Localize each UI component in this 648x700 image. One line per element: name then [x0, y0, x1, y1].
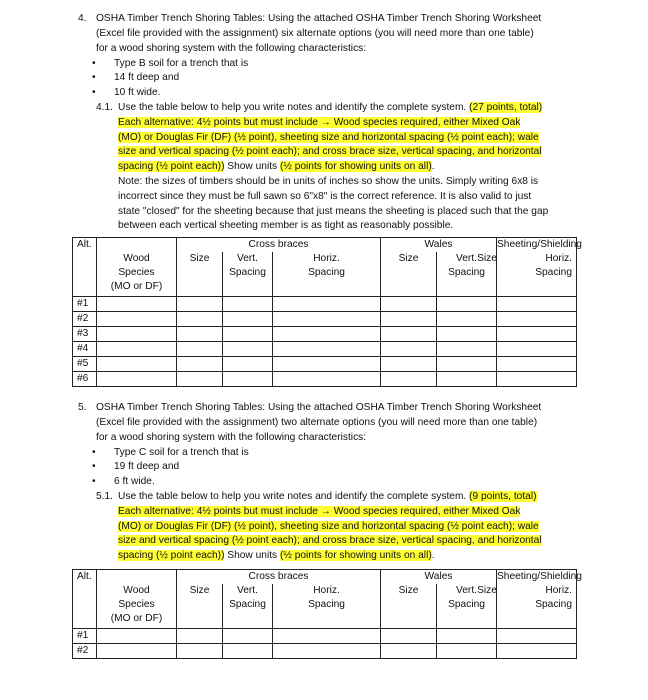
- q5-instr-1: Each alternative: 4½ points but must include → Wood species required, either Mixed Oak: [118, 505, 521, 517]
- q4-line-3: for a wood shoring system with the following characteristics:: [96, 42, 367, 54]
- q4-units-points: (½ points for showing units on all): [279, 161, 432, 173]
- q4-bullets: • Type B soil for a trench that is • 14 ft deep and • 10 ft wide.: [92, 57, 249, 99]
- q5-bullets: • Type C soil for a trench that is • 19 ft deep and • 6 ft wide.: [92, 446, 249, 488]
- q4-line-2: (Excel file provided with the assignment) six alternate options (you will need more than one table): [96, 27, 534, 39]
- q4-number: 4.: [78, 13, 87, 24]
- cb-vert-spacing-header: Vert. Spacing: [223, 584, 273, 629]
- q4-sub-text: Use the table below to help you write notes and identify the complete system.: [118, 102, 467, 113]
- q4-instr-2: (MO) or Douglas Fir (DF) (½ point), sheeting size and horizontal spacing (½ point each); wale: [118, 131, 539, 143]
- cross-braces-header: Cross braces: [177, 570, 381, 585]
- cross-braces-header: Cross braces: [177, 238, 381, 253]
- q4-note: [118, 175, 578, 234]
- wales-size-header: Size: [381, 584, 437, 629]
- wales-size-header: Size: [381, 252, 437, 297]
- q5-line-1: OSHA Timber Trench Shoring Tables: Using the attached OSHA Timber Trench Shoring Worksheet: [96, 402, 542, 413]
- q5-sub-number: 5.1.: [96, 491, 113, 502]
- wood-species-header: Wood Species (MO or DF): [97, 252, 177, 297]
- q4-row-label: #1: [73, 297, 97, 312]
- q5-line-2: (Excel file provided with the assignment) two alternate options (you will need more than one table): [96, 416, 538, 428]
- q4-instr-4: spacing (½ point each)): [118, 161, 225, 173]
- q5-sub-text: Use the table below to help you write notes and identify the complete system.: [118, 491, 467, 502]
- q4-note-1: Note: the sizes of timbers should be in units of inches so show the units. Simply writing 6x8 is: [118, 176, 539, 187]
- q5-units-points: (½ points for showing units on all): [279, 550, 432, 562]
- q4-bullet-3: 10 ft wide.: [114, 87, 161, 99]
- wales-vert-spacing-header: Vert. Spacing: [437, 252, 497, 297]
- sheeting-header: Sheeting/Shielding: [497, 571, 582, 582]
- q4-note-2: incorrect since they must be full sawn so 6"x8" is the correct reference. It is also valid to just: [118, 190, 532, 202]
- q4-show-units: Show units: [224, 161, 280, 173]
- q5-show-units: Show units: [224, 550, 280, 562]
- q4-row-label: #3: [73, 327, 97, 342]
- q5-instr-2: (MO) or Douglas Fir (DF) (½ point), sheeting size and horizontal spacing (½ point each); wale: [118, 520, 539, 532]
- q4-bullet-1: Type B soil for a trench that is: [114, 57, 249, 69]
- q5-points: (9 points, total): [469, 491, 537, 502]
- q5-row-label: #2: [73, 644, 97, 659]
- cb-vert-spacing-header: Vert. Spacing: [223, 252, 273, 297]
- cb-horiz-spacing-header: Horiz. Spacing: [273, 252, 381, 297]
- q5-number: 5.: [78, 402, 87, 413]
- q4-row-label: #2: [73, 312, 97, 327]
- cb-size-header: Size: [177, 252, 223, 297]
- wales-header: Wales: [381, 238, 497, 253]
- q5-bullet-1: Type C soil for a trench that is: [114, 446, 249, 458]
- wood-species-header: Wood Species (MO or DF): [97, 584, 177, 629]
- q4-shoring-table: [72, 237, 582, 387]
- q5-instr-4: spacing (½ point each)): [118, 550, 225, 562]
- q4-note-3: state "closed" for the sheeting because that just means the sheeting is placed such that the gap: [118, 205, 549, 217]
- q4-line-1: OSHA Timber Trench Shoring Tables: Using the attached OSHA Timber Trench Shoring Worksheet: [96, 13, 542, 24]
- q4-sub-number: 4.1.: [96, 102, 113, 113]
- cb-horiz-spacing-header: Horiz. Spacing: [273, 584, 381, 629]
- q5-line-3: for a wood shoring system with the following characteristics:: [96, 431, 367, 443]
- q4-row-label: #5: [73, 357, 97, 372]
- sheeting-header: Sheeting/Shielding: [497, 239, 582, 250]
- wales-vert-spacing-header: Vert. Spacing: [437, 584, 497, 629]
- alt-header: Alt.: [73, 238, 97, 297]
- q4-points: (27 points, total): [469, 102, 543, 113]
- q5-row-label: #1: [73, 629, 97, 644]
- sheeting-subheader: Size Horiz. Spacing: [497, 252, 577, 297]
- q5-instr-3: size and vertical spacing (½ point each); and cross brace size, vertical spacing, and horizontal: [118, 535, 542, 547]
- q4-row-label: #6: [73, 372, 97, 387]
- wales-header: Wales: [381, 570, 497, 585]
- cb-size-header: Size: [177, 584, 223, 629]
- q4-instr-3: size and vertical spacing (½ point each); and cross brace size, vertical spacing, and horizontal: [118, 146, 542, 158]
- q5-shoring-table: [72, 569, 582, 659]
- q5-bullet-2: 19 ft deep and: [114, 461, 180, 473]
- q4-note-4: between each vertical sheeting member is as tight as reasonably possible.: [118, 220, 454, 232]
- alt-header: Alt.: [73, 570, 97, 629]
- q5-bullet-3: 6 ft wide.: [114, 476, 155, 488]
- sheeting-subheader: Size Horiz. Spacing: [497, 584, 577, 629]
- q4-instr-1: Each alternative: 4½ points but must include → Wood species required, either Mixed Oak: [118, 116, 521, 128]
- q4-bullet-2: 14 ft deep and: [114, 72, 180, 84]
- q4-row-label: #4: [73, 342, 97, 357]
